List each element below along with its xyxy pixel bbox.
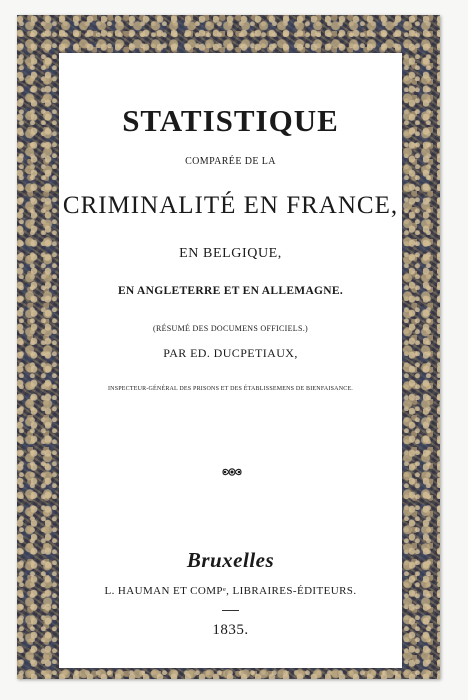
subtitle-criminalite: CRIMINALITÉ EN FRANCE, [62,192,399,219]
imprint-city: Bruxelles [186,548,275,572]
imprint-year: 1835. [212,622,249,638]
title-page [59,53,402,668]
author-name: PAR ED. DUCPETIAUX, [163,346,298,360]
subtitle-england-germany: EN ANGLETERRE ET EN ALLEMAGNE. [117,285,344,297]
subtitle-comparee: COMPARÉE DE LA [185,156,276,167]
summary-note: (RÉSUMÉ DES DOCUMENS OFFICIELS.) [153,324,308,333]
author-title: INSPECTEUR-GÉNÉRAL DES PRISONS ET DES ÉTABLISSEMENS DE BIENFAISANCE. [107,386,354,392]
subtitle-belgium: EN BELGIQUE, [179,246,282,261]
book-title: STATISTIQUE [122,103,339,138]
imprint-rule [222,610,239,611]
fleuron-ornament-icon [221,466,243,478]
imprint-publisher: L. HAUMAN ET COMPᵉ, LIBRAIRES-ÉDITEURS. [104,585,357,597]
